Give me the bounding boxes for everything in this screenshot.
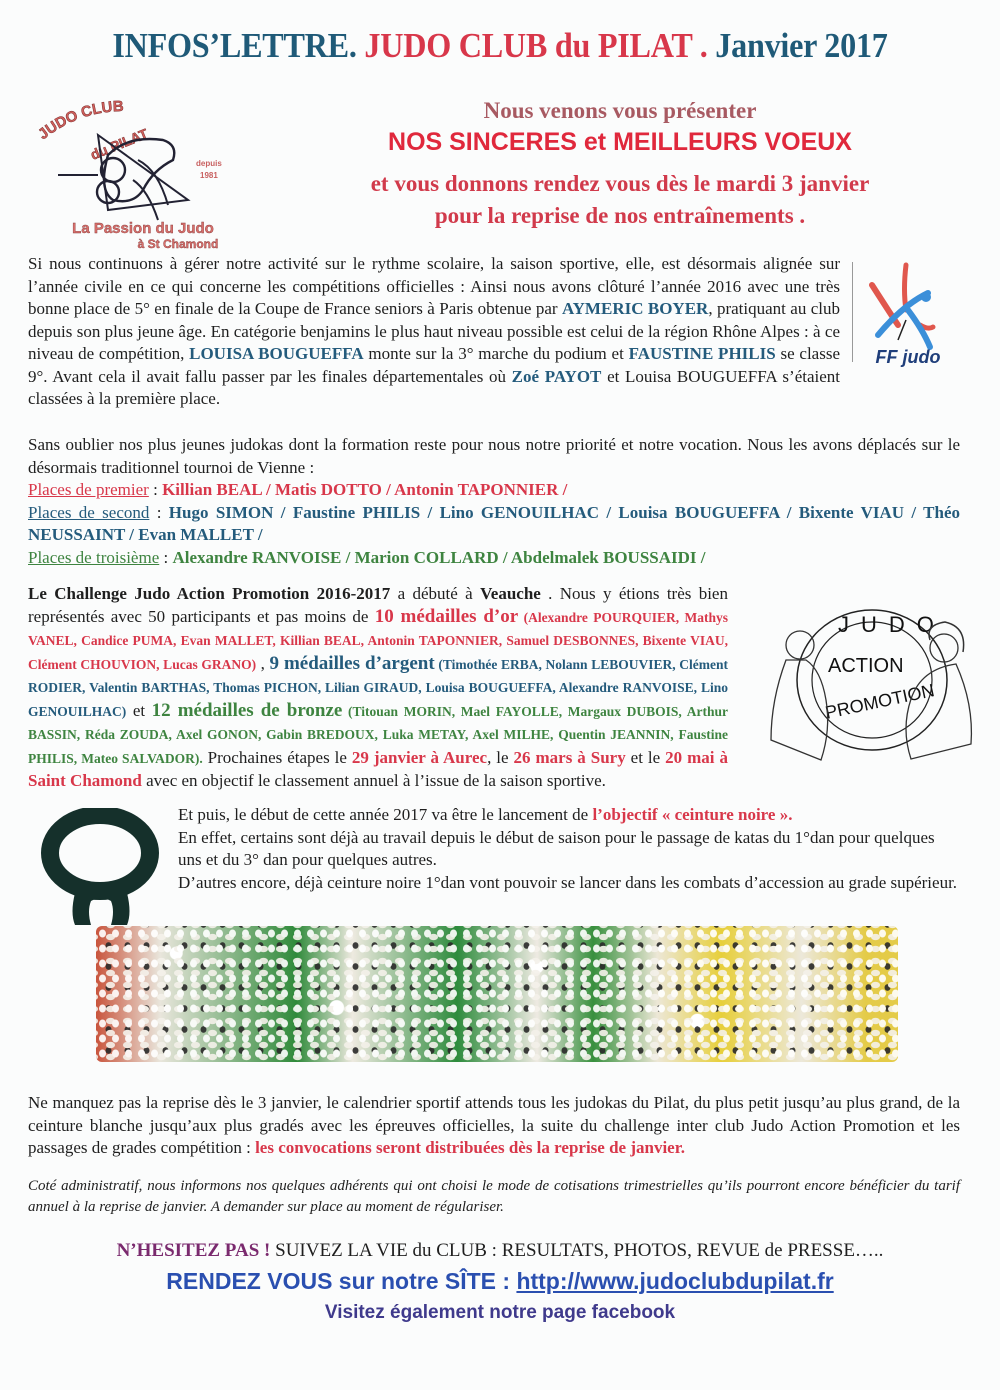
silver-medal-names: (Timothée ERBA, Nolann LEBOUVIER, Clément RODIER, Valentin BARTHAS, Thomas PICHON, Lilian GIRAUD, Louisa BOUGUEFFA, Alexandre RANVOISE, Lino GENOUILHAC) [28,656,728,719]
black-belt-icon [30,808,170,928]
second-places [28,502,960,547]
text: se classe 9°. Avant cela il avait fallu passer par les finales départementales où [28,344,840,386]
ffjudo-figure-icon [858,255,958,370]
admin-paragraph: Coté administratif, nous informons nos quelques adhérents qui ont choisi le mode de cotisations trimestrielles qu’ils pourront encore bénéficier du tarif annuel à la reprise de janvier. A demander sur place au moment de régulariser. [28,1178,960,1215]
greeting-date-line: et vous donnons rendez vous dès le mardi 3 janvier [370,171,870,196]
next-stage-date: 26 mars à Sury [513,747,626,767]
title-club-name: JUDO CLUB du PILAT . [364,26,708,65]
second-places-label: Places de second [28,502,150,522]
footer-follow [0,1240,1000,1262]
text: a débuté à [390,584,481,603]
website-label: RENDEZ VOUS sur notre SÎTE : [166,1268,517,1294]
third-places [28,547,960,570]
text: et le [625,747,666,767]
text: Si nous continuons à gérer notre activité sur le rythme scolaire, la saison sportive, elle, est désormais alignée sur l’année civile en ce qui concerne les compétitions officielles : Ainsi nous avons clôturé l’année 2016 avec une très bonne place de 5° en finale de la Coupe de France seniors à Paris obtenue par [28,254,840,318]
suivez-text: SUIVEZ LA VIE du CLUB : RESULTATS, PHOTOS, REVUE de PRESSE….. [270,1240,884,1261]
ffjudo-text: FF judo [875,347,941,367]
next-stage-date: 29 janvier à Aurec [351,747,488,767]
title-infos-lettre: INFOS’LETTRE. [112,26,357,65]
gold-medal-names: (Alexandre POURQUIER, Mathys VANEL, Candice PUMA, Evan MALLET, Killian BEAL, Antonin TAPONNIER, Samuel DESBONNES, Bixente VIAU, Clément CHOUVION, Lucas GRANO) [28,609,729,672]
logo-club-name: UDO CLUB [42,100,124,139]
title-date: Janvier 2017 [715,26,888,65]
first-places-label: Places de premier [28,480,149,499]
black-belt-image [30,808,170,928]
greeting-intro: Nous venons vous présenter [483,98,757,123]
website-link[interactable]: http://www.judoclubdupilat.fr [516,1268,834,1294]
greeting-rendezvous [300,168,940,232]
text: . Nous y étions très bien représentés avec 50 participants et pas moins de [28,584,728,626]
club-logo [38,100,248,250]
vienne-tournament-paragraph [28,434,960,569]
first-places [28,479,960,502]
second-places-names: Hugo SIMON / Faustine PHILIS / Lino GENOUILHAC / Louisa BOUGUEFFA / Bixente VIAU / Théo NEUSSAINT / Evan MALLET / [28,502,961,544]
first-places-names: Killian BEAL / Matis DOTTO / Antonin TAPONNIER / [162,480,568,499]
jap-action: ACTION [828,655,904,677]
kneeling-judokas-icon [758,600,986,780]
athlete-name: AYMERIC BOYER [561,299,709,318]
sep: : [159,547,173,567]
page-title [40,26,960,66]
text: et [126,700,152,720]
text: et Louisa BOUGUEFFA s’étaient classées à la première place. [28,366,840,408]
hesitez-label: N’HESITEZ PAS ! [116,1240,271,1261]
challenge-place: Veauche [480,584,541,603]
logo-tagline: La Passion du Judo [72,220,214,237]
footer-facebook: Visitez également notre page facebook [324,1302,676,1323]
tournament-intro: Sans oublier nos plus jeunes judokas dont la formation reste pour nous notre priorité et notre vocation. Nous les avons déplacés sur le désormais traditionnel tournoi de Vienne : [28,435,960,477]
athlete-name: Zoé PAYOT [511,366,602,386]
divider [852,262,853,362]
logo-since: depuis [196,159,222,168]
judo-throw-icon [38,100,248,250]
convocations-notice: les convocations seront distribuées dès la reprise de janvier. [255,1138,685,1157]
greeting-resume-line: pour la reprise de nos entraînements . [434,203,806,228]
logo-year: 1981 [200,171,218,180]
ffjudo-logo [858,255,958,370]
jap-promotion: PROMOTION [823,680,937,723]
silver-medals: 9 médailles d’argent [269,652,435,674]
greeting-wishes: NOS SINCERES et MEILLEURS VOEUX [388,128,852,156]
jap-judo: JUDO [838,612,946,637]
challenge-paragraph [28,583,728,793]
judo-action-promotion-logo [758,600,986,780]
gold-medals: 10 médailles d’or [374,605,519,627]
text: , le [487,747,514,767]
text: avec en objectif le classement annuel à l’issue de la saison sportive. [141,771,606,790]
combats-text: D’autres encore, déjà ceinture noire 1°dan vont pouvoir se lancer dans les combats d’accession au grade supérieur. [178,872,958,892]
third-places-label: Places de troisième [28,547,160,567]
logo-location: à St Chamond [137,237,219,250]
black-belt-goal: l’objectif « ceinture noire ». [592,805,793,824]
athlete-name: LOUISA BOUGUEFFA [189,344,364,363]
svg-text:JUDO CLUB [38,100,124,143]
bronze-medal-names: (Titouan MORIN, Mael FAYOLLE, Margaux DUBOIS, Arthur BASSIN, Réda ZOUDA, Axel GONON, Gabin BREDOUX, Luka METAY, Axel MILHE, Quentin JEANNIN, Faustine PHILIS, Mateo SALVADOR). [28,703,728,766]
next-stage-date: 20 mai à Saint Chamond [28,747,728,790]
text: Et puis, le début de cette année 2017 va être le lancement de [178,805,593,824]
text: Ne manquez pas la reprise dès le 3 janvier, le calendrier sportif attends tous les judokas du Pilat, du plus petit jusqu’au plus grand, de la ceinture blanche jusqu’aux plus gradés avec les épreuves officielles, la suite du challenge inter club Judo Action Promotion et les passages de grades compétition : [28,1093,960,1157]
logo-club-subname: du PILAT [88,125,151,163]
challenge-name: Le Challenge Judo Action Promotion 2016-2017 [28,584,391,603]
judokas-crowd-photo [96,926,898,1062]
text: , pratiquant au club depuis son plus jeune âge. En catégorie benjamins le plus haut niveau possible est celui de la région Rhône Alpes : à ce niveau de compétition, [28,299,840,363]
athlete-name: FAUSTINE PHILIS [628,344,776,363]
resume-paragraph [28,1092,960,1160]
sep: : [149,502,169,522]
text: Prochaines étapes le [202,747,352,767]
text: , [256,653,270,673]
black-belt-paragraph [178,804,960,894]
third-places-names: Alexandre RANVOISE / Marion COLLARD / Abdelmalek BOUSSAIDI / [172,547,706,567]
bronze-medals: 12 médailles de bronze [151,699,343,721]
text: monte sur la 3° marche du podium et [363,344,629,363]
sep: : [148,480,163,499]
katas-text: En effet, certains sont déjà au travail depuis le début de saison pour le passage de katas du 1°dan pour quelques uns et du 3° dan pour quelques autres. [178,827,935,869]
footer-website [0,1268,1000,1295]
results-paragraph [28,253,840,411]
